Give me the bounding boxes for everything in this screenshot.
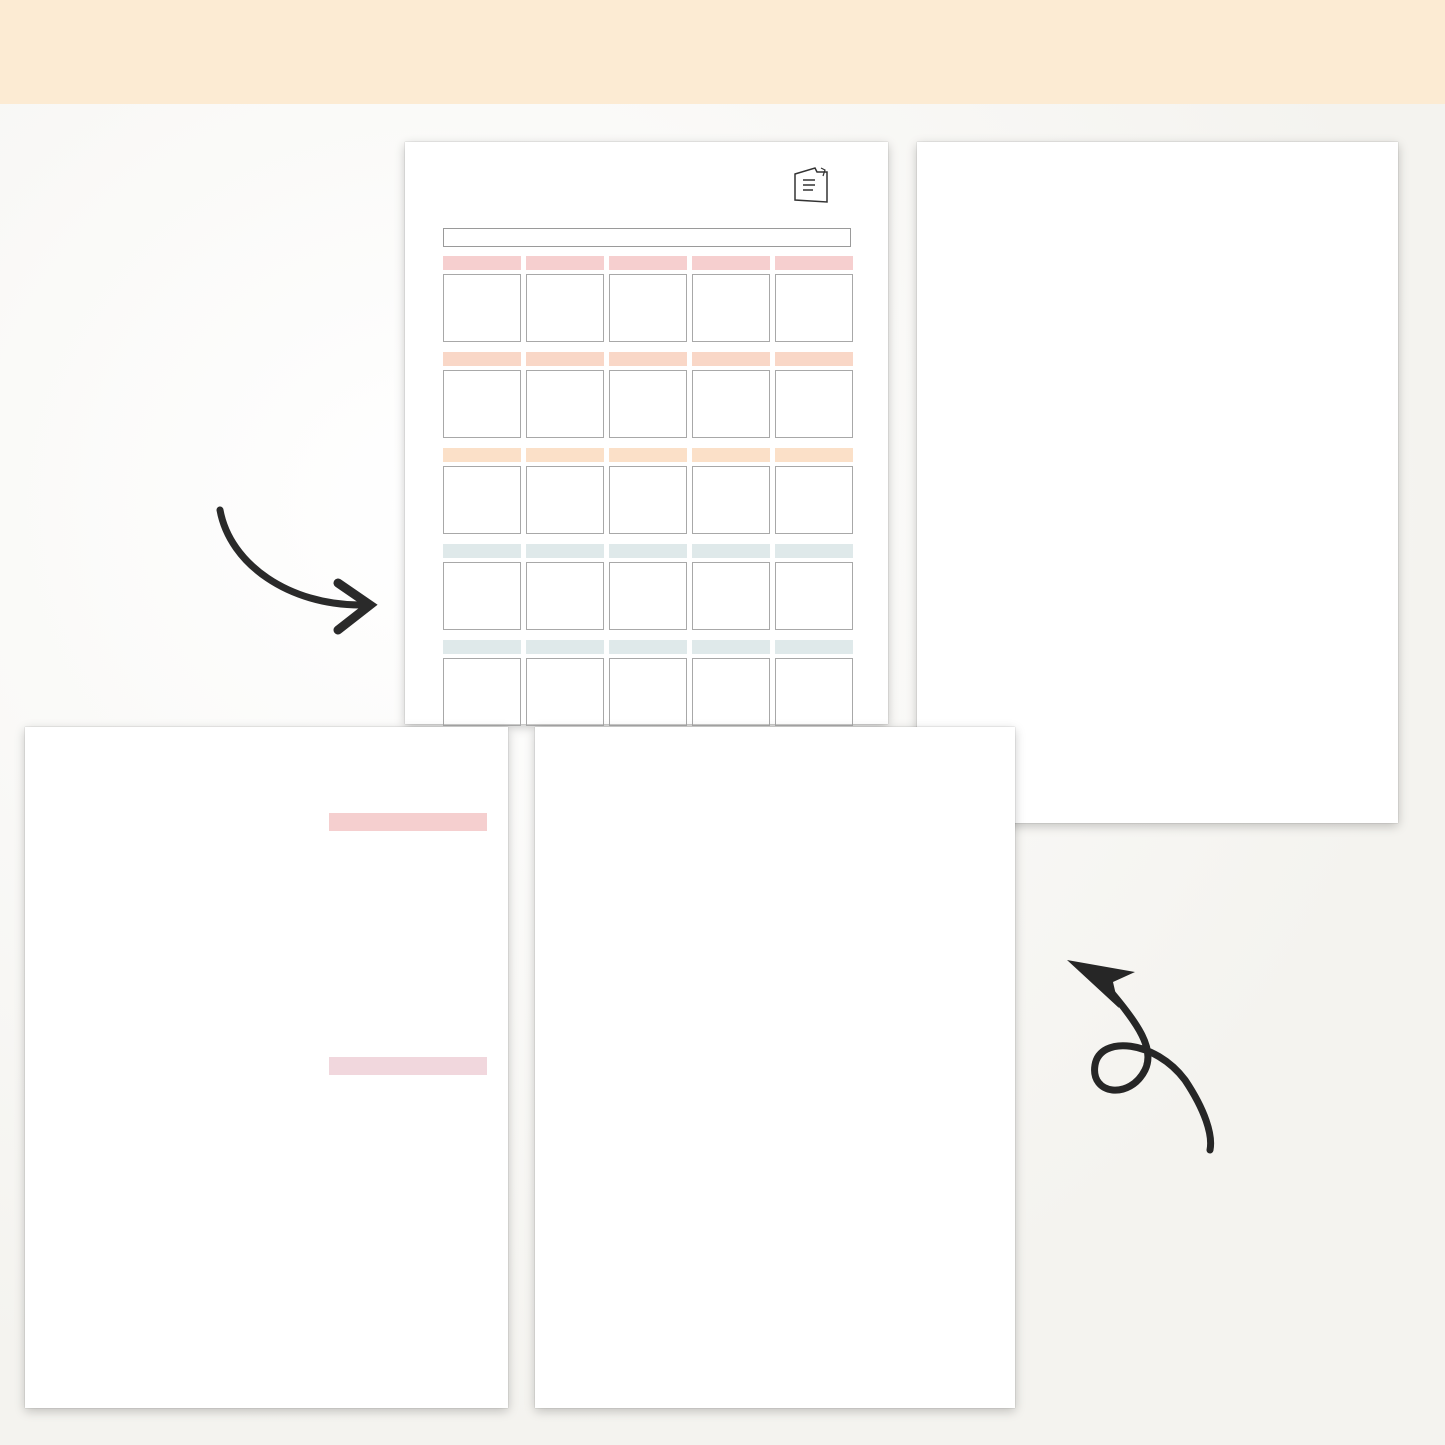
- day-task-box[interactable]: [609, 658, 687, 726]
- day-task-box[interactable]: [692, 658, 770, 726]
- sheet-cleaning-list: [917, 142, 1398, 823]
- day-header: [692, 256, 770, 270]
- day-task-box[interactable]: [609, 370, 687, 438]
- notes-header: [329, 813, 487, 831]
- day-task-box[interactable]: [526, 562, 604, 630]
- day-header: [692, 448, 770, 462]
- day-header: [443, 640, 521, 654]
- challenge-grid: [443, 256, 853, 736]
- day-task-box[interactable]: [443, 466, 521, 534]
- day-header: [775, 640, 853, 654]
- challenge-day-cell: [609, 448, 687, 534]
- day-task-box[interactable]: [775, 274, 853, 342]
- tips-header: [329, 1057, 487, 1075]
- day-header: [443, 448, 521, 462]
- challenge-day-cell: [443, 640, 521, 726]
- day-task-box[interactable]: [692, 274, 770, 342]
- sheet-laundry-list: [535, 727, 1015, 1408]
- challenge-day-cell: [692, 352, 770, 438]
- day-task-box[interactable]: [443, 658, 521, 726]
- challenge-day-cell: [692, 448, 770, 534]
- challenge-day-cell: [775, 256, 853, 342]
- day-header: [609, 352, 687, 366]
- day-header: [775, 544, 853, 558]
- challenge-day-cell: [609, 352, 687, 438]
- day-header: [526, 640, 604, 654]
- day-task-box[interactable]: [775, 370, 853, 438]
- day-header: [692, 640, 770, 654]
- day-task-box[interactable]: [526, 274, 604, 342]
- day-header: [609, 640, 687, 654]
- day-header: [526, 448, 604, 462]
- day-header: [526, 256, 604, 270]
- day-header: [609, 256, 687, 270]
- day-task-box[interactable]: [443, 562, 521, 630]
- challenge-day-cell: [526, 544, 604, 630]
- challenge-day-cell: [692, 640, 770, 726]
- challenge-day-cell: [775, 448, 853, 534]
- challenge-day-cell: [526, 256, 604, 342]
- day-task-box[interactable]: [526, 466, 604, 534]
- day-header: [609, 448, 687, 462]
- day-header: [526, 352, 604, 366]
- day-task-box[interactable]: [526, 370, 604, 438]
- day-task-box[interactable]: [692, 370, 770, 438]
- challenge-day-cell: [775, 544, 853, 630]
- name-field[interactable]: [443, 228, 851, 247]
- loop-arrow-up-icon: [1055, 950, 1235, 1155]
- challenge-day-cell: [443, 448, 521, 534]
- day-header: [775, 256, 853, 270]
- tips-section: [329, 1057, 487, 1081]
- day-task-box[interactable]: [692, 562, 770, 630]
- day-task-box[interactable]: [775, 658, 853, 726]
- challenge-day-cell: [443, 544, 521, 630]
- notebook-icon: [791, 164, 833, 206]
- challenge-day-cell: [526, 448, 604, 534]
- day-header: [775, 448, 853, 462]
- challenge-day-cell: [775, 640, 853, 726]
- day-task-box[interactable]: [692, 466, 770, 534]
- day-task-box[interactable]: [443, 370, 521, 438]
- day-header: [692, 544, 770, 558]
- day-header: [443, 256, 521, 270]
- sheet-laundry-schedule: [25, 727, 508, 1408]
- day-header: [609, 544, 687, 558]
- day-task-box[interactable]: [609, 274, 687, 342]
- day-task-box[interactable]: [526, 658, 604, 726]
- header-banner: [0, 0, 1445, 104]
- day-task-box[interactable]: [443, 274, 521, 342]
- notes-section: [329, 813, 487, 831]
- day-header: [443, 352, 521, 366]
- sheet-cleaning-challenge: [405, 142, 888, 724]
- day-task-box[interactable]: [775, 466, 853, 534]
- challenge-day-cell: [609, 640, 687, 726]
- challenge-day-cell: [775, 352, 853, 438]
- day-header: [443, 544, 521, 558]
- challenge-day-cell: [692, 544, 770, 630]
- challenge-day-cell: [692, 256, 770, 342]
- curved-arrow-right-icon: [210, 505, 385, 635]
- challenge-day-cell: [609, 256, 687, 342]
- day-header: [526, 544, 604, 558]
- day-header: [692, 352, 770, 366]
- challenge-day-cell: [609, 544, 687, 630]
- challenge-day-cell: [443, 256, 521, 342]
- challenge-day-cell: [526, 352, 604, 438]
- challenge-day-cell: [526, 640, 604, 726]
- challenge-day-cell: [443, 352, 521, 438]
- day-task-box[interactable]: [775, 562, 853, 630]
- day-task-box[interactable]: [609, 466, 687, 534]
- day-task-box[interactable]: [609, 562, 687, 630]
- day-header: [775, 352, 853, 366]
